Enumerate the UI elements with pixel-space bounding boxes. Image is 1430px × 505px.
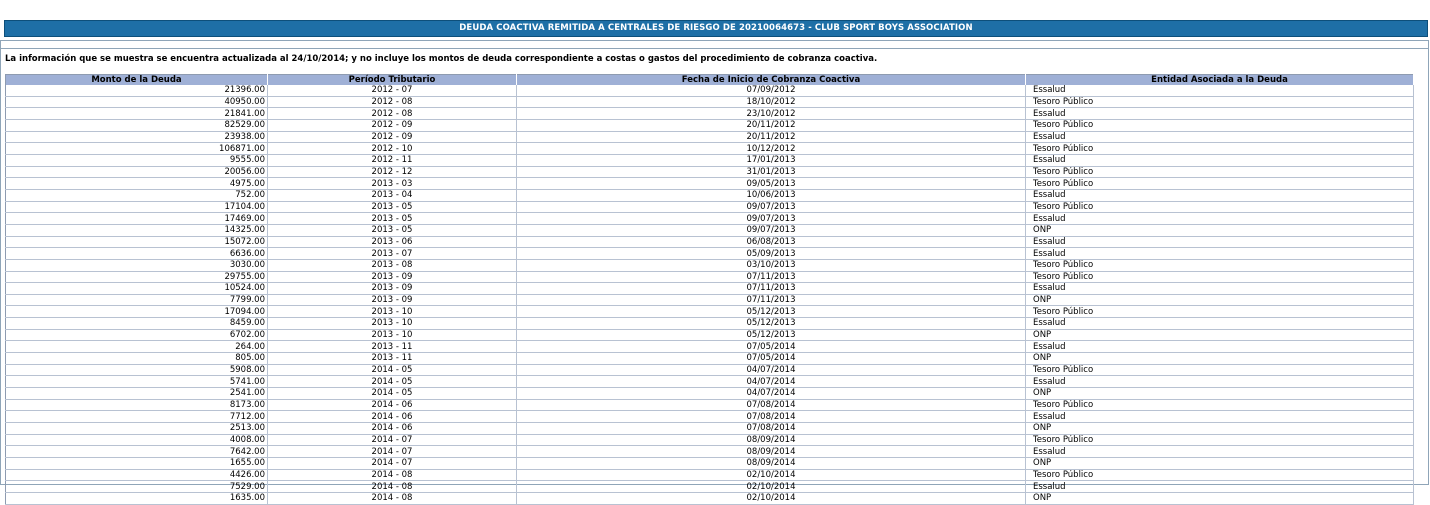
cell-periodo: 2013 - 09 [268, 283, 517, 295]
table-row [6, 306, 1414, 318]
table-row [6, 201, 1414, 213]
cell-periodo: 2013 - 03 [268, 178, 517, 190]
cell-entidad: Essalud [1026, 189, 1414, 201]
table-row [6, 178, 1414, 190]
cell-monto: 21396.00 [6, 85, 268, 96]
cell-entidad: Essalud [1026, 411, 1414, 423]
table-row [6, 154, 1414, 166]
cell-entidad: ONP [1026, 353, 1414, 365]
cell-entidad: Essalud [1026, 236, 1414, 248]
cell-entidad: ONP [1026, 329, 1414, 341]
update-notice: La información que se muestra se encuentra actualizada al 24/10/2014; y no incluye los montos de deuda correspondiente a costas o gastos del procedimiento de cobranza coactiva. [5, 54, 878, 64]
cell-periodo: 2013 - 05 [268, 224, 517, 236]
table-row [6, 236, 1414, 248]
cell-periodo: 2013 - 09 [268, 271, 517, 283]
cell-entidad: Tesoro Público [1026, 96, 1414, 108]
cell-monto: 23938.00 [6, 131, 268, 143]
cell-fecha: 07/11/2013 [517, 271, 1026, 283]
cell-periodo: 2012 - 10 [268, 143, 517, 155]
cell-monto: 6702.00 [6, 329, 268, 341]
content-panel [0, 40, 1429, 504]
table-row [6, 119, 1414, 131]
cell-monto: 106871.00 [6, 143, 268, 155]
cell-entidad: ONP [1026, 388, 1414, 400]
cell-periodo: 2014 - 06 [268, 399, 517, 411]
cell-periodo: 2014 - 05 [268, 376, 517, 388]
cell-entidad: Tesoro Público [1026, 434, 1414, 446]
table-row [6, 353, 1414, 365]
cell-periodo: 2014 - 07 [268, 458, 517, 470]
table-row [6, 399, 1414, 411]
cell-monto: 7799.00 [6, 294, 268, 306]
cell-monto: 2541.00 [6, 388, 268, 400]
table-row [6, 271, 1414, 283]
column-header-periodo: Período Tributario [268, 75, 517, 86]
cell-periodo: 2014 - 08 [268, 492, 517, 504]
table-row [6, 143, 1414, 155]
cell-fecha: 02/10/2014 [517, 469, 1026, 481]
table-row [6, 469, 1414, 481]
cell-monto: 9555.00 [6, 154, 268, 166]
cell-monto: 7529.00 [6, 481, 268, 493]
cell-monto: 1655.00 [6, 458, 268, 470]
cell-monto: 4975.00 [6, 178, 268, 190]
cell-monto: 1635.00 [6, 492, 268, 504]
cell-monto: 15072.00 [6, 236, 268, 248]
cell-periodo: 2012 - 09 [268, 119, 517, 131]
cell-periodo: 2012 - 07 [268, 85, 517, 96]
table-row [6, 434, 1414, 446]
table-row [6, 259, 1414, 271]
cell-fecha: 07/05/2014 [517, 341, 1026, 353]
cell-monto: 5741.00 [6, 376, 268, 388]
cell-fecha: 07/08/2014 [517, 411, 1026, 423]
table-row [6, 376, 1414, 388]
cell-fecha: 07/08/2014 [517, 399, 1026, 411]
table-row [6, 85, 1414, 96]
cell-periodo: 2014 - 08 [268, 469, 517, 481]
table-row [6, 329, 1414, 341]
table-row [6, 458, 1414, 470]
cell-monto: 17104.00 [6, 201, 268, 213]
table-row [6, 131, 1414, 143]
cell-periodo: 2013 - 11 [268, 341, 517, 353]
cell-fecha: 07/09/2012 [517, 85, 1026, 96]
cell-fecha: 09/07/2013 [517, 213, 1026, 225]
table-row [6, 341, 1414, 353]
cell-entidad: Essalud [1026, 341, 1414, 353]
cell-monto: 3030.00 [6, 259, 268, 271]
cell-entidad: ONP [1026, 224, 1414, 236]
cell-monto: 29755.00 [6, 271, 268, 283]
cell-monto: 8173.00 [6, 399, 268, 411]
cell-fecha: 20/11/2012 [517, 119, 1026, 131]
table-row [6, 388, 1414, 400]
cell-periodo: 2012 - 11 [268, 154, 517, 166]
cell-periodo: 2013 - 10 [268, 329, 517, 341]
cell-fecha: 05/12/2013 [517, 306, 1026, 318]
cell-monto: 10524.00 [6, 283, 268, 295]
cell-periodo: 2013 - 07 [268, 248, 517, 260]
table-row [6, 411, 1414, 423]
cell-periodo: 2014 - 06 [268, 411, 517, 423]
cell-periodo: 2013 - 05 [268, 213, 517, 225]
cell-entidad: ONP [1026, 492, 1414, 504]
cell-entidad: ONP [1026, 423, 1414, 435]
cell-fecha: 08/09/2014 [517, 434, 1026, 446]
cell-fecha: 05/12/2013 [517, 318, 1026, 330]
table-row [6, 224, 1414, 236]
cell-periodo: 2012 - 08 [268, 108, 517, 120]
cell-periodo: 2014 - 07 [268, 434, 517, 446]
cell-monto: 805.00 [6, 353, 268, 365]
cell-entidad: Tesoro Público [1026, 166, 1414, 178]
cell-entidad: Essalud [1026, 481, 1414, 493]
cell-monto: 4008.00 [6, 434, 268, 446]
table-row [6, 423, 1414, 435]
cell-entidad: Essalud [1026, 318, 1414, 330]
cell-entidad: ONP [1026, 294, 1414, 306]
table-row [6, 96, 1414, 108]
cell-monto: 7712.00 [6, 411, 268, 423]
cell-monto: 2513.00 [6, 423, 268, 435]
cell-entidad: Essalud [1026, 446, 1414, 458]
divider [1, 48, 1428, 49]
cell-monto: 7642.00 [6, 446, 268, 458]
table-row [6, 481, 1414, 493]
cell-fecha: 04/07/2014 [517, 388, 1026, 400]
cell-entidad: ONP [1026, 458, 1414, 470]
table-row [6, 492, 1414, 504]
table-row [6, 189, 1414, 201]
cell-fecha: 09/07/2013 [517, 201, 1026, 213]
table-header-row [6, 75, 1414, 86]
table-row [6, 318, 1414, 330]
page-title: DEUDA COACTIVA REMITIDA A CENTRALES DE RIESGO DE 20210064673 - CLUB SPORT BOYS ASSOCIATION [4, 20, 1428, 37]
cell-monto: 20056.00 [6, 166, 268, 178]
cell-fecha: 20/11/2012 [517, 131, 1026, 143]
cell-entidad: Tesoro Público [1026, 259, 1414, 271]
cell-monto: 14325.00 [6, 224, 268, 236]
column-header-monto: Monto de la Deuda [6, 75, 268, 86]
cell-fecha: 09/07/2013 [517, 224, 1026, 236]
cell-entidad: Tesoro Público [1026, 178, 1414, 190]
cell-entidad: Tesoro Público [1026, 271, 1414, 283]
cell-monto: 82529.00 [6, 119, 268, 131]
cell-fecha: 08/09/2014 [517, 458, 1026, 470]
column-header-entidad: Entidad Asociada a la Deuda [1026, 75, 1414, 86]
cell-periodo: 2014 - 06 [268, 423, 517, 435]
cell-monto: 17469.00 [6, 213, 268, 225]
table-row [6, 364, 1414, 376]
cell-fecha: 02/10/2014 [517, 492, 1026, 504]
cell-fecha: 07/11/2013 [517, 283, 1026, 295]
cell-periodo: 2012 - 08 [268, 96, 517, 108]
cell-fecha: 03/10/2013 [517, 259, 1026, 271]
cell-entidad: Essalud [1026, 108, 1414, 120]
cell-periodo: 2014 - 08 [268, 481, 517, 493]
cell-entidad: Tesoro Público [1026, 143, 1414, 155]
table-row [6, 213, 1414, 225]
cell-monto: 21841.00 [6, 108, 268, 120]
cell-entidad: Tesoro Público [1026, 306, 1414, 318]
cell-fecha: 23/10/2012 [517, 108, 1026, 120]
cell-periodo: 2012 - 12 [268, 166, 517, 178]
cell-entidad: Essalud [1026, 376, 1414, 388]
table-row [6, 166, 1414, 178]
cell-monto: 5908.00 [6, 364, 268, 376]
cell-entidad: Essalud [1026, 213, 1414, 225]
cell-fecha: 07/08/2014 [517, 423, 1026, 435]
cell-entidad: Tesoro Público [1026, 399, 1414, 411]
table-row [6, 283, 1414, 295]
cell-fecha: 02/10/2014 [517, 481, 1026, 493]
cell-entidad: Essalud [1026, 131, 1414, 143]
table-body [6, 85, 1414, 504]
cell-monto: 8459.00 [6, 318, 268, 330]
cell-periodo: 2014 - 05 [268, 388, 517, 400]
cell-fecha: 10/12/2012 [517, 143, 1026, 155]
cell-fecha: 31/01/2013 [517, 166, 1026, 178]
cell-fecha: 17/01/2013 [517, 154, 1026, 166]
cell-entidad: Tesoro Público [1026, 201, 1414, 213]
cell-periodo: 2013 - 05 [268, 201, 517, 213]
cell-fecha: 05/12/2013 [517, 329, 1026, 341]
cell-periodo: 2013 - 09 [268, 294, 517, 306]
cell-entidad: Essalud [1026, 283, 1414, 295]
cell-entidad: Essalud [1026, 248, 1414, 260]
cell-monto: 4426.00 [6, 469, 268, 481]
cell-entidad: Tesoro Público [1026, 469, 1414, 481]
cell-periodo: 2013 - 10 [268, 306, 517, 318]
cell-monto: 40950.00 [6, 96, 268, 108]
cell-fecha: 04/07/2014 [517, 376, 1026, 388]
cell-entidad: Essalud [1026, 154, 1414, 166]
cell-fecha: 08/09/2014 [517, 446, 1026, 458]
cell-fecha: 06/08/2013 [517, 236, 1026, 248]
cell-fecha: 07/11/2013 [517, 294, 1026, 306]
cell-periodo: 2014 - 05 [268, 364, 517, 376]
cell-periodo: 2013 - 11 [268, 353, 517, 365]
cell-monto: 6636.00 [6, 248, 268, 260]
debt-table [5, 74, 1414, 505]
cell-periodo: 2012 - 09 [268, 131, 517, 143]
column-header-fecha: Fecha de Inicio de Cobranza Coactiva [517, 75, 1026, 86]
cell-fecha: 04/07/2014 [517, 364, 1026, 376]
cell-periodo: 2013 - 06 [268, 236, 517, 248]
cell-fecha: 18/10/2012 [517, 96, 1026, 108]
table-row [6, 446, 1414, 458]
cell-periodo: 2013 - 08 [268, 259, 517, 271]
cell-monto: 17094.00 [6, 306, 268, 318]
cell-entidad: Tesoro Público [1026, 364, 1414, 376]
table-row [6, 248, 1414, 260]
cell-fecha: 10/06/2013 [517, 189, 1026, 201]
table-row [6, 108, 1414, 120]
cell-fecha: 09/05/2013 [517, 178, 1026, 190]
cell-periodo: 2013 - 04 [268, 189, 517, 201]
cell-fecha: 05/09/2013 [517, 248, 1026, 260]
cell-monto: 264.00 [6, 341, 268, 353]
cell-entidad: Tesoro Público [1026, 119, 1414, 131]
cell-periodo: 2014 - 07 [268, 446, 517, 458]
cell-entidad: Essalud [1026, 85, 1414, 96]
cell-monto: 752.00 [6, 189, 268, 201]
table-row [6, 294, 1414, 306]
cell-periodo: 2013 - 10 [268, 318, 517, 330]
cell-fecha: 07/05/2014 [517, 353, 1026, 365]
